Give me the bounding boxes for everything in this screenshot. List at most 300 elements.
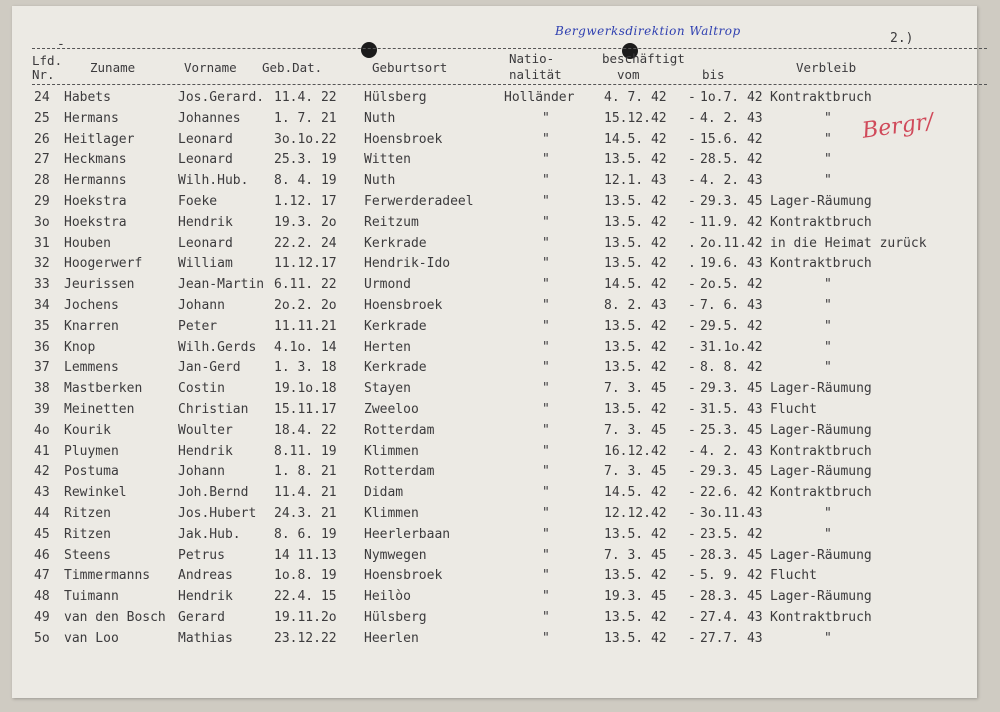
row-birthplace: Hendrik-Ido — [364, 256, 451, 272]
row-employed-from: 12.12.42 — [604, 505, 667, 521]
row-employed-from: 13.5. 42 — [604, 568, 667, 584]
row-number: 28 — [34, 173, 50, 189]
table-row — [12, 464, 977, 485]
row-employed-until: 25.3. 45 — [700, 422, 763, 438]
row-first-name: Joh.Bernd — [178, 485, 249, 501]
row-first-name: Leonard — [178, 131, 233, 147]
row-whereabouts: " — [824, 630, 832, 646]
table-row — [12, 111, 977, 132]
table-row — [12, 340, 977, 361]
table-row — [12, 236, 977, 257]
document-sheet — [12, 6, 977, 698]
table-row — [12, 423, 977, 444]
row-birthplace: Kerkrade — [364, 318, 427, 334]
row-number: 41 — [34, 443, 50, 459]
row-nationality: " — [542, 609, 550, 625]
row-nationality: " — [542, 547, 550, 563]
row-employed-until: 28.3. 45 — [700, 589, 763, 605]
row-whereabouts: " — [824, 131, 832, 147]
row-number: 34 — [34, 297, 50, 313]
row-birth-date: 8. 4. 19 — [274, 173, 337, 189]
row-number: 35 — [34, 318, 50, 334]
row-number: 37 — [34, 360, 50, 376]
row-number: 24 — [34, 90, 50, 105]
row-employed-until: 2o.11.42 — [700, 235, 763, 251]
row-nationality: " — [542, 193, 550, 209]
row-surname: Habets — [64, 90, 111, 105]
row-first-name: Peter — [178, 318, 218, 334]
row-birth-date: 1. 7. 21 — [274, 110, 337, 126]
row-birth-date: 22.2. 24 — [274, 235, 337, 251]
row-date-separator: - — [688, 131, 696, 147]
row-date-separator: - — [688, 401, 696, 417]
row-first-name: Hendrik — [178, 589, 233, 605]
row-whereabouts: " — [824, 277, 832, 293]
row-nationality: " — [542, 110, 550, 126]
row-surname: Jochens — [64, 297, 119, 313]
row-nationality: " — [542, 630, 550, 646]
header-nationalitaet-1: Natio- — [509, 51, 555, 66]
row-birth-date: 1o.8. 19 — [274, 568, 337, 584]
row-nationality: " — [542, 360, 550, 376]
row-surname: Steens — [64, 547, 111, 563]
row-first-name: Wilh.Hub. — [178, 173, 249, 189]
row-birth-date: 19.11.2o — [274, 609, 337, 625]
row-number: 42 — [34, 464, 50, 480]
row-surname: Mastberken — [64, 381, 143, 397]
row-birthplace: Klimmen — [364, 505, 419, 521]
table-row — [12, 277, 977, 298]
row-whereabouts: Lager-Räumung — [770, 193, 872, 209]
row-nationality: " — [542, 318, 550, 334]
row-whereabouts: " — [824, 360, 832, 376]
row-date-separator: - — [688, 90, 696, 105]
table-row — [12, 152, 977, 173]
row-birth-date: 15.11.17 — [274, 401, 337, 417]
row-employed-from: 13.5. 42 — [604, 630, 667, 646]
row-first-name: Johannes — [178, 110, 241, 126]
row-birth-date: 1. 8. 21 — [274, 464, 337, 480]
row-whereabouts: " — [824, 505, 832, 521]
row-nationality: " — [542, 256, 550, 272]
row-surname: Pluymen — [64, 443, 119, 459]
row-birthplace: Hülsberg — [364, 90, 427, 105]
row-nationality: " — [542, 339, 550, 355]
row-employed-until: 5. 9. 42 — [700, 568, 763, 584]
row-date-separator: - — [688, 422, 696, 438]
row-number: 25 — [34, 110, 50, 126]
row-nationality: " — [542, 297, 550, 313]
row-date-separator: . — [688, 256, 696, 272]
row-birth-date: 11.4. 22 — [274, 90, 337, 105]
row-employed-from: 14.5. 42 — [604, 131, 667, 147]
table-row — [12, 631, 977, 652]
row-birth-date: 3o.1o.22 — [274, 131, 337, 147]
row-birthplace: Didam — [364, 485, 404, 501]
row-employed-until: 28.3. 45 — [700, 547, 763, 563]
row-whereabouts: Lager-Räumung — [770, 589, 872, 605]
row-number: 29 — [34, 193, 50, 209]
row-employed-until: 15.6. 42 — [700, 131, 763, 147]
row-birth-date: 18.4. 22 — [274, 422, 337, 438]
page-number: 2.) — [890, 31, 914, 46]
table-row — [12, 444, 977, 465]
row-whereabouts: " — [824, 152, 832, 168]
row-date-separator: - — [688, 464, 696, 480]
row-date-separator: - — [688, 547, 696, 563]
row-birth-date: 11.12.17 — [274, 256, 337, 272]
row-birthplace: Heerlerbaan — [364, 526, 451, 542]
row-birthplace: Urmond — [364, 277, 411, 293]
row-birthplace: Hoensbroek — [364, 568, 443, 584]
row-first-name: Mathias — [178, 630, 233, 646]
row-birthplace: Witten — [364, 152, 411, 168]
row-first-name: Leonard — [178, 152, 233, 168]
row-employed-until: 8. 8. 42 — [700, 360, 763, 376]
row-date-separator: - — [688, 568, 696, 584]
table-row — [12, 194, 977, 215]
row-surname: Hoekstra — [64, 214, 127, 230]
row-employed-until: 19.6. 43 — [700, 256, 763, 272]
row-employed-from: 13.5. 42 — [604, 526, 667, 542]
row-employed-until: 4. 2. 43 — [700, 173, 763, 189]
row-surname: Knop — [64, 339, 96, 355]
row-employed-until: 4. 2. 43 — [700, 110, 763, 126]
row-employed-from: 13.5. 42 — [604, 360, 667, 376]
row-employed-from: 7. 3. 45 — [604, 422, 667, 438]
row-whereabouts: Flucht — [770, 401, 817, 417]
row-birth-date: 25.3. 19 — [274, 152, 337, 168]
row-employed-from: 13.5. 42 — [604, 318, 667, 334]
row-nationality: " — [542, 443, 550, 459]
row-date-separator: - — [688, 485, 696, 501]
row-date-separator: - — [688, 526, 696, 542]
row-employed-from: 15.12.42 — [604, 110, 667, 126]
row-whereabouts: Kontraktbruch — [770, 214, 872, 230]
row-number: 3o — [34, 214, 50, 230]
row-employed-from: 4. 7. 42 — [604, 90, 667, 105]
row-birthplace: Kerkrade — [364, 360, 427, 376]
row-first-name: Hendrik — [178, 214, 233, 230]
table-row — [12, 506, 977, 527]
table-row — [12, 360, 977, 381]
row-first-name: Jos.Hubert — [178, 505, 257, 521]
table-row — [12, 298, 977, 319]
row-first-name: Jean-Martin — [178, 277, 265, 293]
row-employed-until: 7. 6. 43 — [700, 297, 763, 313]
row-birth-date: 11.4. 21 — [274, 485, 337, 501]
row-birth-date: 8. 6. 19 — [274, 526, 337, 542]
row-birth-date: 2o.2. 2o — [274, 297, 337, 313]
row-employed-until: 29.3. 45 — [700, 381, 763, 397]
row-date-separator: - — [688, 110, 696, 126]
header-geb-dat: Geb.Dat. — [262, 60, 323, 75]
header-vorname: Vorname — [184, 60, 237, 75]
row-employed-from: 8. 2. 43 — [604, 297, 667, 313]
row-birthplace: Ferwerderadeel — [364, 193, 474, 209]
table-row — [12, 610, 977, 631]
table-row — [12, 381, 977, 402]
row-birthplace: Hoensbroek — [364, 131, 443, 147]
row-employed-from: 7. 3. 45 — [604, 464, 667, 480]
table-row — [12, 485, 977, 506]
row-number: 4o — [34, 422, 50, 438]
row-number: 49 — [34, 609, 50, 625]
row-date-separator: - — [688, 173, 696, 189]
row-birthplace: Nymwegen — [364, 547, 427, 563]
row-number: 45 — [34, 526, 50, 542]
header-lfd: Lfd. — [32, 53, 63, 68]
row-employed-until: 1o.7. 42 — [700, 90, 763, 105]
row-surname: Heitlager — [64, 131, 135, 147]
row-date-separator: - — [688, 630, 696, 646]
row-date-separator: - — [688, 505, 696, 521]
header-zuname: Zuname — [90, 60, 136, 75]
row-first-name: Wilh.Gerds — [178, 339, 257, 355]
row-birth-date: 4.1o. 14 — [274, 339, 337, 355]
row-birthplace: Rotterdam — [364, 464, 435, 480]
row-first-name: William — [178, 256, 233, 272]
row-employed-from: 13.5. 42 — [604, 235, 667, 251]
row-nationality: " — [542, 381, 550, 397]
row-whereabouts: " — [824, 110, 832, 126]
table-row — [12, 256, 977, 277]
header-tick-mark: - — [57, 37, 65, 52]
row-surname: Jeurissen — [64, 277, 135, 293]
row-nationality: " — [542, 485, 550, 501]
row-employed-from: 13.5. 42 — [604, 256, 667, 272]
row-birthplace: Heilòo — [364, 589, 411, 605]
row-employed-until: 23.5. 42 — [700, 526, 763, 542]
row-employed-from: 7. 3. 45 — [604, 381, 667, 397]
row-number: 38 — [34, 381, 50, 397]
header-bottom-rule — [32, 84, 987, 85]
row-surname: Hoogerwerf — [64, 256, 143, 272]
row-employed-until: 27.7. 43 — [700, 630, 763, 646]
row-first-name: Leonard — [178, 235, 233, 251]
row-nationality: " — [542, 464, 550, 480]
row-nationality: " — [542, 422, 550, 438]
row-birth-date: 8.11. 19 — [274, 443, 337, 459]
row-surname: Kourik — [64, 422, 111, 438]
row-employed-until: 31.1o.42 — [700, 339, 763, 355]
punch-hole-left — [361, 42, 377, 58]
row-birthplace: Herten — [364, 339, 411, 355]
row-birth-date: 19.1o.18 — [274, 381, 337, 397]
row-employed-until: 27.4. 43 — [700, 609, 763, 625]
row-birthplace: Klimmen — [364, 443, 419, 459]
row-birth-date: 11.11.21 — [274, 318, 337, 334]
row-number: 43 — [34, 485, 50, 501]
row-surname: Knarren — [64, 318, 119, 334]
row-first-name: Christian — [178, 401, 249, 417]
row-nationality: " — [542, 131, 550, 147]
row-nationality: Holländer — [504, 90, 575, 105]
row-number: 31 — [34, 235, 50, 251]
row-nationality: " — [542, 401, 550, 417]
row-first-name: Jos.Gerard. — [178, 90, 265, 105]
row-surname: Postuma — [64, 464, 119, 480]
row-date-separator: - — [688, 381, 696, 397]
row-birth-date: 19.3. 2o — [274, 214, 337, 230]
row-employed-until: 11.9. 42 — [700, 214, 763, 230]
row-whereabouts: Lager-Räumung — [770, 547, 872, 563]
row-birthplace: Hülsberg — [364, 609, 427, 625]
row-whereabouts: Kontraktbruch — [770, 256, 872, 272]
table-row — [12, 589, 977, 610]
row-surname: Rewinkel — [64, 485, 127, 501]
row-surname: van den Bosch — [64, 609, 166, 625]
row-number: 36 — [34, 339, 50, 355]
row-employed-until: 28.5. 42 — [700, 152, 763, 168]
row-number: 33 — [34, 277, 50, 293]
row-whereabouts: Flucht — [770, 568, 817, 584]
row-birthplace: Kerkrade — [364, 235, 427, 251]
row-surname: Houben — [64, 235, 111, 251]
row-whereabouts: Lager-Räumung — [770, 381, 872, 397]
header-geburtsort: Geburtsort — [372, 60, 448, 75]
row-nationality: " — [542, 214, 550, 230]
row-employed-from: 13.5. 42 — [604, 609, 667, 625]
row-employed-until: 3o.11.43 — [700, 505, 763, 521]
row-employed-from: 13.5. 42 — [604, 214, 667, 230]
row-number: 32 — [34, 256, 50, 272]
row-birthplace: Hoensbroek — [364, 297, 443, 313]
row-date-separator: - — [688, 360, 696, 376]
row-number: 5o — [34, 630, 50, 646]
row-date-separator: - — [688, 443, 696, 459]
row-whereabouts: Lager-Räumung — [770, 422, 872, 438]
row-birth-date: 22.4. 15 — [274, 589, 337, 605]
row-nationality: " — [542, 505, 550, 521]
row-employed-until: 31.5. 43 — [700, 401, 763, 417]
row-first-name: Costin — [178, 381, 225, 397]
row-number: 27 — [34, 152, 50, 168]
row-nationality: " — [542, 526, 550, 542]
row-nationality: " — [542, 235, 550, 251]
row-date-separator: - — [688, 152, 696, 168]
row-date-separator: - — [688, 589, 696, 605]
row-employed-from: 16.12.42 — [604, 443, 667, 459]
row-number: 48 — [34, 589, 50, 605]
row-employed-from: 13.5. 42 — [604, 339, 667, 355]
header-nr: Nr. — [32, 67, 55, 82]
row-first-name: Hendrik — [178, 443, 233, 459]
row-surname: Meinetten — [64, 401, 135, 417]
row-date-separator: . — [688, 235, 696, 251]
table-row — [12, 568, 977, 589]
row-nationality: " — [542, 589, 550, 605]
row-whereabouts: " — [824, 339, 832, 355]
row-date-separator: - — [688, 277, 696, 293]
row-surname: Ritzen — [64, 505, 111, 521]
header-von: vom — [617, 67, 640, 82]
table-row — [12, 90, 977, 111]
row-whereabouts: Kontraktbruch — [770, 90, 872, 105]
row-birth-date: 1. 3. 18 — [274, 360, 337, 376]
row-number: 47 — [34, 568, 50, 584]
row-whereabouts: Kontraktbruch — [770, 609, 872, 625]
table-row — [12, 132, 977, 153]
row-first-name: Petrus — [178, 547, 225, 563]
row-employed-from: 13.5. 42 — [604, 193, 667, 209]
row-first-name: Jak.Hub. — [178, 526, 241, 542]
row-employed-from: 19.3. 45 — [604, 589, 667, 605]
row-nationality: " — [542, 152, 550, 168]
row-first-name: Johann — [178, 297, 225, 313]
row-employed-until: 4. 2. 43 — [700, 443, 763, 459]
row-birth-date: 6.11. 22 — [274, 277, 337, 293]
table-row — [12, 173, 977, 194]
row-number: 39 — [34, 401, 50, 417]
row-surname: Hermans — [64, 110, 119, 126]
table-row — [12, 319, 977, 340]
row-birthplace: Stayen — [364, 381, 411, 397]
handwritten-title: Bergwerksdirektion Waltrop — [555, 24, 741, 38]
row-number: 44 — [34, 505, 50, 521]
row-date-separator: - — [688, 609, 696, 625]
row-whereabouts: Kontraktbruch — [770, 485, 872, 501]
header-top-rule — [32, 48, 987, 49]
row-employed-from: 13.5. 42 — [604, 401, 667, 417]
table-row — [12, 215, 977, 236]
row-first-name: Foeke — [178, 193, 218, 209]
row-employed-until: 2o.5. 42 — [700, 277, 763, 293]
row-date-separator: - — [688, 318, 696, 334]
header-bis: bis — [702, 67, 725, 82]
row-surname: Hoekstra — [64, 193, 127, 209]
row-birth-date: 1.12. 17 — [274, 193, 337, 209]
header-beschaeftigt: beschäftigt — [602, 51, 685, 66]
row-birthplace: Heerlen — [364, 630, 419, 646]
header-verbleib: Verbleib — [796, 60, 857, 75]
row-date-separator: - — [688, 193, 696, 209]
header-nationalitaet-2: nalität — [509, 67, 562, 82]
row-surname: Hermanns — [64, 173, 127, 189]
row-employed-from: 7. 3. 45 — [604, 547, 667, 563]
employee-table — [12, 90, 977, 652]
row-whereabouts: Lager-Räumung — [770, 464, 872, 480]
row-surname: Ritzen — [64, 526, 111, 542]
row-nationality: " — [542, 173, 550, 189]
row-surname: Tuimann — [64, 589, 119, 605]
handwritten-red-mark: Bergr/ — [860, 109, 936, 144]
row-employed-until: 22.6. 42 — [700, 485, 763, 501]
row-date-separator: - — [688, 214, 696, 230]
row-birthplace: Rotterdam — [364, 422, 435, 438]
row-employed-until: 29.3. 45 — [700, 464, 763, 480]
row-employed-from: 14.5. 42 — [604, 277, 667, 293]
row-first-name: Gerard — [178, 609, 225, 625]
table-row — [12, 548, 977, 569]
table-row — [12, 527, 977, 548]
row-date-separator: - — [688, 297, 696, 313]
row-whereabouts: " — [824, 297, 832, 313]
row-surname: Heckmans — [64, 152, 127, 168]
row-first-name: Andreas — [178, 568, 233, 584]
row-employed-from: 13.5. 42 — [604, 152, 667, 168]
row-employed-until: 29.5. 42 — [700, 318, 763, 334]
row-first-name: Woulter — [178, 422, 233, 438]
row-birthplace: Nuth — [364, 173, 396, 189]
row-employed-until: 29.3. 45 — [700, 193, 763, 209]
row-first-name: Jan-Gerd — [178, 360, 241, 376]
row-nationality: " — [542, 277, 550, 293]
row-birthplace: Nuth — [364, 110, 396, 126]
row-first-name: Johann — [178, 464, 225, 480]
row-whereabouts: " — [824, 173, 832, 189]
row-nationality: " — [542, 568, 550, 584]
